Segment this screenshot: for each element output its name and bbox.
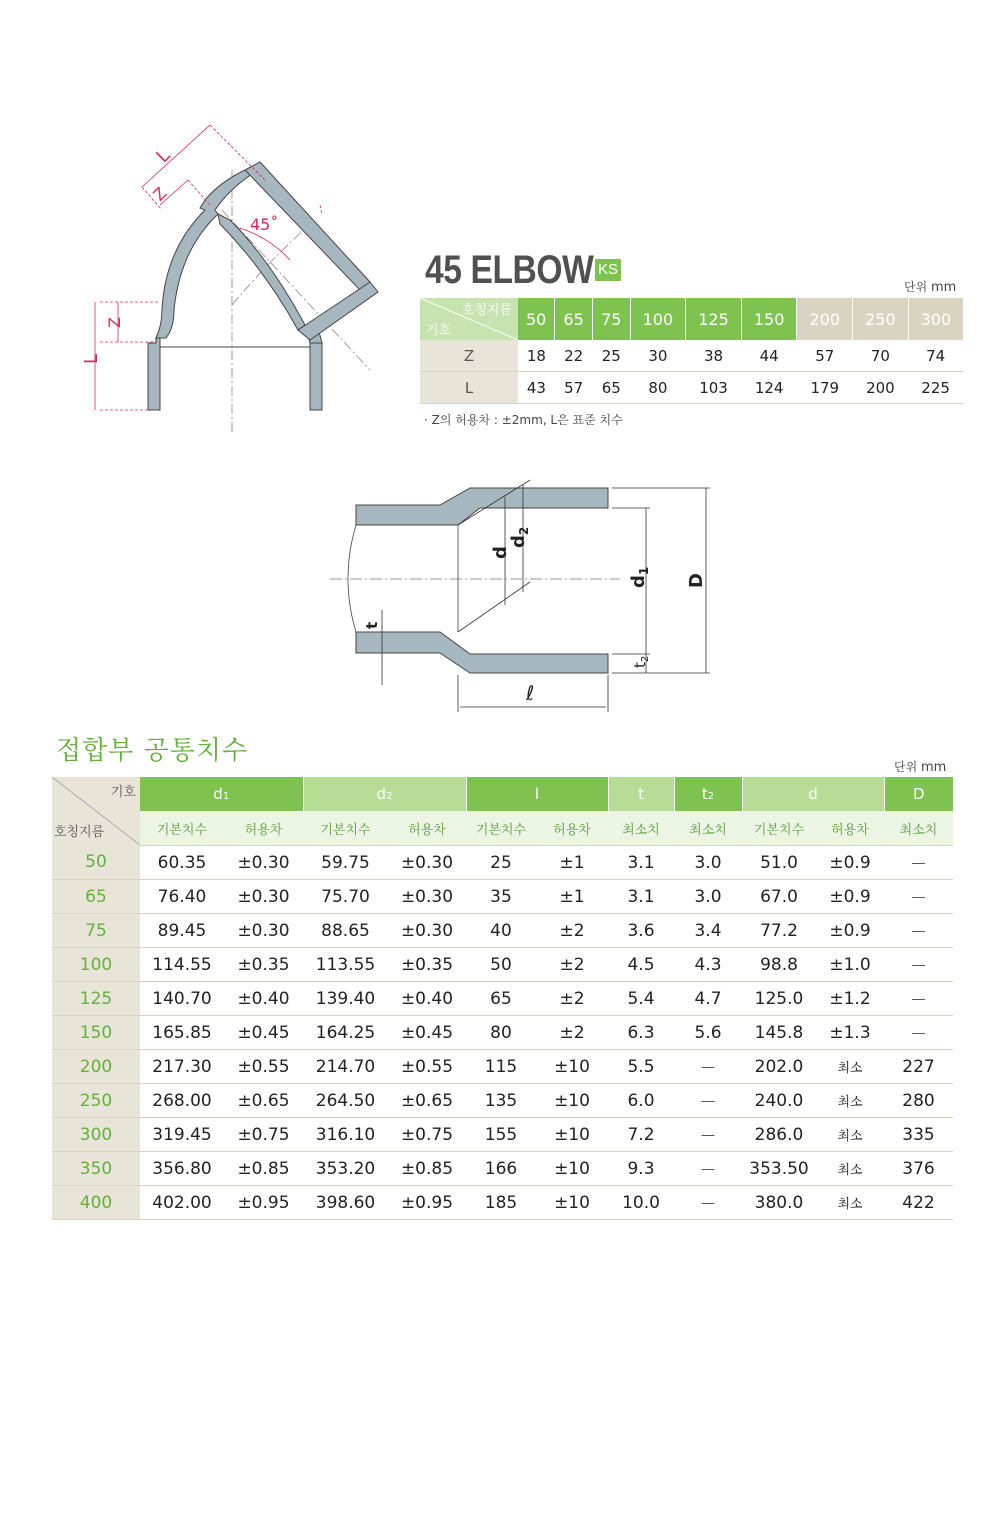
common-dimension-table (52, 777, 953, 1220)
table-cell: ±0.9 (816, 846, 884, 880)
table-cell: 316.10 (303, 1118, 388, 1152)
elbow-table-header-row (420, 298, 963, 340)
socket-label-d2: $d_2$ (508, 526, 531, 548)
subheader: 기본치수 (303, 811, 388, 846)
table-cell: 59.75 (303, 846, 388, 880)
table-cell: ±0.85 (224, 1152, 303, 1186)
table-cell: 3.1 (608, 880, 674, 914)
subheader: 최소치 (608, 811, 674, 846)
table-row (52, 1084, 953, 1118)
table-cell: － (884, 846, 953, 880)
table-cell: 114.55 (140, 948, 224, 982)
socket-label-ell: ℓ (526, 681, 535, 705)
size-cell: 75 (52, 914, 140, 948)
ks-badge: KS (595, 259, 621, 281)
elbow-corner-top: 호칭지름 (461, 303, 512, 318)
elbow-row-z (420, 340, 963, 372)
table-cell: 4.7 (674, 982, 742, 1016)
table-cell: 376 (884, 1152, 953, 1186)
subheader: 기본치수 (140, 811, 224, 846)
table-cell: － (674, 1084, 742, 1118)
elbow-unit-label: 단위 mm (904, 280, 957, 295)
table-cell: 353.20 (303, 1152, 388, 1186)
table-cell: ±0.55 (388, 1050, 466, 1084)
table-cell: ±0.55 (224, 1050, 303, 1084)
table-cell: 6.3 (608, 1016, 674, 1050)
table-cell: 3.1 (608, 846, 674, 880)
subheader: 기본치수 (742, 811, 816, 846)
common-corner-top: 기호 (110, 785, 136, 800)
table-cell: ±0.65 (224, 1084, 303, 1118)
elbow-cell: 70 (853, 340, 909, 372)
group-header-d2: d2 (303, 777, 466, 811)
elbow-label-z-vertical: Z (105, 317, 124, 328)
table-cell: 135 (466, 1084, 536, 1118)
socket-label-t2: $t_2$ (631, 655, 651, 668)
table-cell: ±0.30 (224, 846, 303, 880)
table-cell: ±10 (536, 1118, 608, 1152)
elbow-diagram (70, 110, 390, 440)
table-cell: 185 (466, 1186, 536, 1220)
table-cell: 6.0 (608, 1084, 674, 1118)
table-cell: 10.0 (608, 1186, 674, 1220)
elbow-row-label: Z (420, 340, 518, 372)
elbow-socket-left-wall (148, 338, 160, 410)
table-cell: 214.70 (303, 1050, 388, 1084)
table-cell: － (674, 1152, 742, 1186)
table-cell: 166 (466, 1152, 536, 1186)
table-cell: ±10 (536, 1050, 608, 1084)
elbow-table-corner (420, 298, 518, 340)
table-cell: 67.0 (742, 880, 816, 914)
table-cell: ±0.35 (388, 948, 466, 982)
elbow-cell: 57 (555, 372, 593, 404)
table-cell: ±2 (536, 1016, 608, 1050)
elbow-row-l (420, 372, 963, 404)
table-cell: 422 (884, 1186, 953, 1220)
table-cell: 202.0 (742, 1050, 816, 1084)
table-cell: 50 (466, 948, 536, 982)
table-cell: 319.45 (140, 1118, 224, 1152)
table-row (52, 880, 953, 914)
elbow-row-label: L (420, 372, 518, 404)
elbow-size-header: 75 (592, 298, 630, 340)
table-cell: ±0.65 (388, 1084, 466, 1118)
table-cell: 51.0 (742, 846, 816, 880)
table-cell: 217.30 (140, 1050, 224, 1084)
subheader: 허용차 (816, 811, 884, 846)
table-cell: 77.2 (742, 914, 816, 948)
table-cell: － (674, 1118, 742, 1152)
table-cell: ±0.30 (388, 880, 466, 914)
elbow-socket-right-wall (310, 343, 322, 410)
elbow-size-header: 300 (908, 298, 963, 340)
size-cell: 150 (52, 1016, 140, 1050)
common-table-body (52, 846, 953, 1220)
socket-wall-top (356, 488, 608, 525)
table-cell: 최소 (816, 1050, 884, 1084)
table-cell: ±0.30 (388, 914, 466, 948)
socket-wall-bottom (356, 632, 608, 673)
table-cell: － (674, 1186, 742, 1220)
elbow-label-l-diagonal: L (152, 145, 175, 168)
size-cell: 400 (52, 1186, 140, 1220)
socket-label-d1: $d_1$ (628, 566, 651, 588)
table-cell: － (884, 880, 953, 914)
table-cell: ±0.9 (816, 914, 884, 948)
socket-cut-edge (348, 525, 356, 632)
size-cell: 200 (52, 1050, 140, 1084)
table-cell: ±1 (536, 880, 608, 914)
table-cell: ±1.3 (816, 1016, 884, 1050)
table-cell: － (674, 1050, 742, 1084)
table-cell: 164.25 (303, 1016, 388, 1050)
table-cell: 9.3 (608, 1152, 674, 1186)
table-cell: ±0.30 (224, 880, 303, 914)
elbow-cell: 44 (741, 340, 797, 372)
table-cell: 최소 (816, 1186, 884, 1220)
table-cell: 115 (466, 1050, 536, 1084)
table-cell: ±0.30 (224, 914, 303, 948)
elbow-cell: 22 (555, 340, 593, 372)
table-cell: 145.8 (742, 1016, 816, 1050)
table-cell: 40 (466, 914, 536, 948)
elbow-cell: 57 (797, 340, 853, 372)
table-row (52, 1118, 953, 1152)
table-cell: 280 (884, 1084, 953, 1118)
elbow-angle-label: 45˚ (250, 215, 279, 234)
table-cell: 89.45 (140, 914, 224, 948)
table-cell: 75.70 (303, 880, 388, 914)
table-cell: 356.80 (140, 1152, 224, 1186)
table-cell: ±0.40 (224, 982, 303, 1016)
table-cell: ±10 (536, 1186, 608, 1220)
elbow-cell: 200 (853, 372, 909, 404)
subheader: 허용차 (388, 811, 466, 846)
group-header-d1: d1 (140, 777, 303, 811)
elbow-cell: 38 (686, 340, 742, 372)
elbow-dimension-table (420, 298, 963, 404)
table-cell: － (884, 1016, 953, 1050)
table-cell: 25 (466, 846, 536, 880)
subheader: 최소치 (884, 811, 953, 846)
elbow-size-header: 65 (555, 298, 593, 340)
elbow-cell: 43 (518, 372, 555, 404)
section-title: 접합부 공통치수 (56, 736, 249, 766)
group-header-t2: t2 (674, 777, 742, 811)
elbow-cell: 103 (686, 372, 742, 404)
table-cell: 7.2 (608, 1118, 674, 1152)
table-cell: ±10 (536, 1152, 608, 1186)
table-cell: 140.70 (140, 982, 224, 1016)
product-title: 45 ELBOW (425, 248, 594, 292)
elbow-size-header: 50 (518, 298, 555, 340)
table-cell: ±0.9 (816, 880, 884, 914)
elbow-cell: 124 (741, 372, 797, 404)
table-cell: 60.35 (140, 846, 224, 880)
table-cell: ±1.2 (816, 982, 884, 1016)
size-cell: 65 (52, 880, 140, 914)
table-cell: 268.00 (140, 1084, 224, 1118)
table-cell: ±0.85 (388, 1152, 466, 1186)
table-cell: － (884, 914, 953, 948)
table-cell: 380.0 (742, 1186, 816, 1220)
table-cell: 98.8 (742, 948, 816, 982)
table-cell: 227 (884, 1050, 953, 1084)
table-cell: 3.6 (608, 914, 674, 948)
table-cell: 88.65 (303, 914, 388, 948)
table-cell: 최소 (816, 1118, 884, 1152)
table-row (52, 914, 953, 948)
elbow-centerline-diagonal (222, 210, 370, 370)
common-unit-label: 단위 mm (894, 760, 947, 775)
table-cell: 402.00 (140, 1186, 224, 1220)
table-cell: 3.4 (674, 914, 742, 948)
table-cell: ±0.45 (224, 1016, 303, 1050)
table-cell: 165.85 (140, 1016, 224, 1050)
table-cell: 4.5 (608, 948, 674, 982)
common-table-corner (52, 777, 140, 846)
table-cell: ±0.35 (224, 948, 303, 982)
group-header-d: d (742, 777, 884, 811)
table-cell: ±0.95 (388, 1186, 466, 1220)
elbow-cell: 30 (630, 340, 686, 372)
table-cell: 3.0 (674, 880, 742, 914)
table-cell: 240.0 (742, 1084, 816, 1118)
elbow-cell: 179 (797, 372, 853, 404)
elbow-cell: 25 (592, 340, 630, 372)
elbow-label-l-vertical: L (81, 353, 102, 364)
table-cell: ±1.0 (816, 948, 884, 982)
table-cell: ±2 (536, 982, 608, 1016)
table-row (52, 1186, 953, 1220)
common-corner-bottom: 호칭지름 (54, 824, 105, 840)
elbow-cell: 18 (518, 340, 555, 372)
table-cell: 65 (466, 982, 536, 1016)
table-cell: 4.3 (674, 948, 742, 982)
table-row (52, 846, 953, 880)
table-cell: 5.5 (608, 1050, 674, 1084)
table-cell: － (884, 982, 953, 1016)
table-cell: 최소 (816, 1152, 884, 1186)
table-cell: 155 (466, 1118, 536, 1152)
elbow-cell: 74 (908, 340, 963, 372)
elbow-size-header: 200 (797, 298, 853, 340)
table-cell: 5.6 (674, 1016, 742, 1050)
table-cell: ±0.40 (388, 982, 466, 1016)
elbow-corner-bottom: 기호 (426, 323, 452, 338)
subheader: 최소치 (674, 811, 742, 846)
size-cell: 300 (52, 1118, 140, 1152)
table-cell: ±0.75 (224, 1118, 303, 1152)
elbow-size-header: 100 (630, 298, 686, 340)
table-cell: 353.50 (742, 1152, 816, 1186)
table-cell: 335 (884, 1118, 953, 1152)
table-cell: 286.0 (742, 1118, 816, 1152)
table-cell: 264.50 (303, 1084, 388, 1118)
elbow-cell: 65 (592, 372, 630, 404)
size-cell: 50 (52, 846, 140, 880)
table-cell: 113.55 (303, 948, 388, 982)
group-header-D: D (884, 777, 953, 811)
table-cell: ±2 (536, 948, 608, 982)
table-cell: 125.0 (742, 982, 816, 1016)
table-cell: ±0.75 (388, 1118, 466, 1152)
table-cell: 398.60 (303, 1186, 388, 1220)
table-cell: ±0.95 (224, 1186, 303, 1220)
group-header-t: t (608, 777, 674, 811)
table-row (52, 948, 953, 982)
elbow-size-header: 150 (741, 298, 797, 340)
elbow-size-header: 125 (686, 298, 742, 340)
table-cell: 최소 (816, 1084, 884, 1118)
table-cell: 80 (466, 1016, 536, 1050)
table-row (52, 1050, 953, 1084)
size-cell: 350 (52, 1152, 140, 1186)
socket-label-d: d (490, 546, 511, 559)
subheader: 허용차 (536, 811, 608, 846)
size-cell: 250 (52, 1084, 140, 1118)
table-cell: 76.40 (140, 880, 224, 914)
table-row (52, 1152, 953, 1186)
size-cell: 100 (52, 948, 140, 982)
common-group-header-row (52, 777, 953, 811)
table-cell: 3.0 (674, 846, 742, 880)
elbow-cell: 80 (630, 372, 686, 404)
table-cell: ±0.45 (388, 1016, 466, 1050)
elbow-size-header: 250 (853, 298, 909, 340)
subheader: 허용차 (224, 811, 303, 846)
table-cell: 139.40 (303, 982, 388, 1016)
socket-diagram (330, 470, 730, 720)
table-row (52, 1016, 953, 1050)
socket-label-D: D (686, 573, 707, 588)
subheader: 기본치수 (466, 811, 536, 846)
tolerance-note: · Z의 허용차 : ±2mm, L은 표준 치수 (424, 413, 623, 427)
table-cell: 35 (466, 880, 536, 914)
group-header-l: l (466, 777, 608, 811)
common-subheader-row (52, 811, 953, 846)
table-cell: 5.4 (608, 982, 674, 1016)
size-cell: 125 (52, 982, 140, 1016)
elbow-cell: 225 (908, 372, 963, 404)
socket-label-t: t (363, 621, 381, 629)
table-cell: ±10 (536, 1084, 608, 1118)
table-row (52, 982, 953, 1016)
table-cell: － (884, 948, 953, 982)
table-cell: ±2 (536, 914, 608, 948)
elbow-upper-socket-bottom (298, 282, 378, 340)
table-cell: ±1 (536, 846, 608, 880)
elbow-label-z-diagonal: Z (149, 183, 171, 205)
table-cell: ±0.30 (388, 846, 466, 880)
